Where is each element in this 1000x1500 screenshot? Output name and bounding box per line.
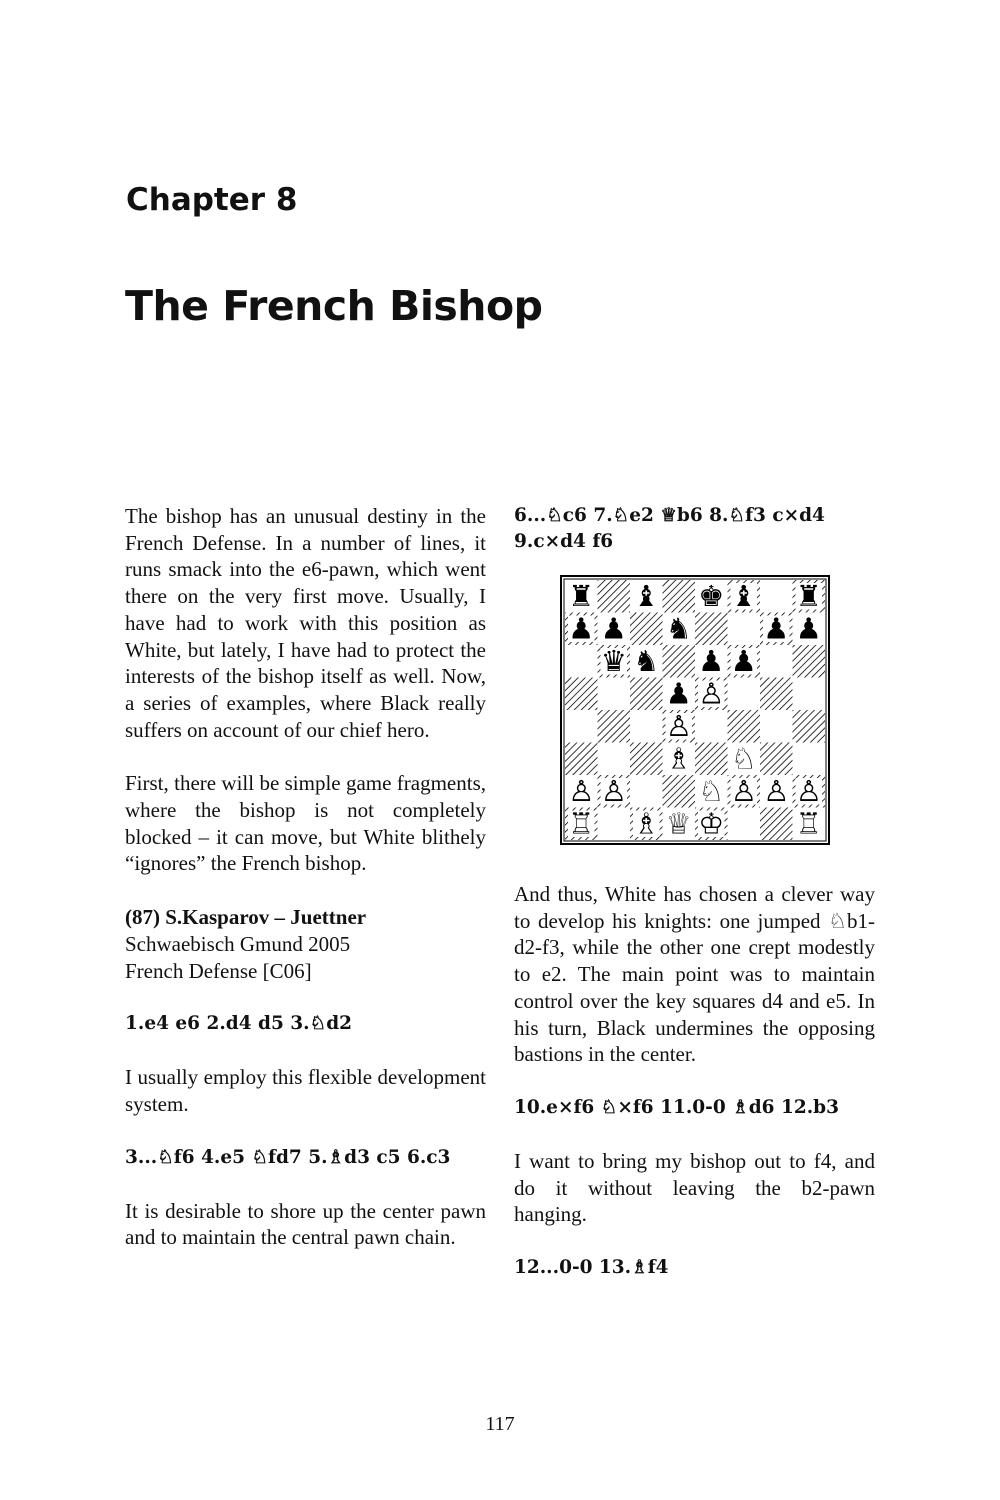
intro-paragraph-2: First, there will be simple game fragments, where the bishop is not completely blocked – it can move, but White blithely “ignores” the French bishop. [125,771,486,876]
piece-a2: ♙ [568,774,595,808]
move-sequence-3: 6...♘c6 7.♘e2 ♕b6 8.♘f3 c×d4 9.c×d4 f6 [514,505,825,552]
piece-d4: ♙ [665,709,692,743]
piece-b2: ♙ [600,774,627,808]
square-h6 [793,645,826,678]
piece-e5: ♙ [698,676,725,711]
square-f1 [728,808,761,841]
chapter-title: The French Bishop [125,282,543,330]
square-g3 [760,743,793,776]
square-g5 [760,678,793,711]
chess-diagram [560,575,830,845]
square-e4 [695,710,728,743]
square-g8 [760,580,793,613]
piece-e6: ♟ [698,644,725,678]
square-a3 [565,743,598,776]
left-column [125,503,486,1278]
chess-board [560,575,830,845]
square-g4 [760,710,793,743]
piece-f2: ♙ [730,774,757,808]
square-g1 [760,808,793,841]
piece-h2: ♙ [795,774,822,808]
move-sequence-5: 12...0-0 13.♗f4 [514,1257,669,1279]
piece-a7: ♟ [568,611,595,646]
square-c3 [630,743,663,776]
piece-f3: ♘ [730,741,757,776]
square-c7 [630,613,663,646]
square-d6 [663,645,696,678]
comment-2: It is desirable to shore up the center pawn and to maintain the central pawn chain. [125,1198,486,1250]
square-b5 [598,678,631,711]
piece-f6: ♟ [730,644,757,678]
comment-1: I usually employ this flexible development system. [125,1065,486,1116]
square-f7 [728,613,761,646]
square-g6 [760,645,793,678]
square-e7 [695,613,728,646]
square-b1 [598,808,631,841]
square-h4 [793,710,826,743]
move-sequence-1: 1.e4 e6 2.d4 d5 3.♘d2 [125,1013,352,1035]
right-column [514,503,875,1308]
square-c5 [630,678,663,711]
piece-d1: ♕ [665,806,692,841]
move-sequence-2: 3...♘f6 4.e5 ♘fd7 5.♗d3 c5 6.c3 [125,1146,451,1168]
square-f5 [728,678,761,711]
piece-h1: ♖ [795,806,822,841]
piece-g2: ♙ [763,774,790,808]
square-c2 [630,775,663,808]
piece-e8: ♚ [698,579,725,613]
game-opening: French Defense [C06] [125,958,312,983]
piece-d3: ♗ [665,741,692,776]
piece-c6: ♞ [633,644,660,678]
piece-g7: ♟ [763,611,790,646]
piece-h8: ♜ [795,579,822,613]
square-b8 [598,580,631,613]
square-h3 [793,743,826,776]
page-number: 117 [485,1413,515,1435]
game-players: (87) S.Kasparov – Juettner [125,905,367,930]
comment-4: I want to bring my bishop out to f4, and do it without leaving the b2-pawn hanging. [514,1148,875,1227]
square-a5 [565,678,598,711]
piece-a1: ♖ [568,806,595,841]
piece-f8: ♝ [730,579,757,613]
square-d2 [663,775,696,808]
piece-e2: ♘ [698,774,725,808]
square-d8 [663,580,696,613]
comment-3: And thus, White has chosen a clever way to develop his knights: one jumped ♘b1-d2-f3, while the other one crept modestly to e2. The main point was to maintain control over the key squares d4 and e5. In his turn, Black undermines the opposing bastions in the center. [514,882,875,1067]
square-f4 [728,710,761,743]
piece-h7: ♟ [795,611,822,646]
piece-d5: ♟ [665,676,692,711]
square-e3 [695,743,728,776]
square-a6 [565,645,598,678]
chapter-label: Chapter 8 [126,182,298,218]
piece-b7: ♟ [600,611,627,646]
square-b3 [598,743,631,776]
piece-e1: ♔ [698,806,725,841]
square-a4 [565,710,598,743]
piece-b6: ♛ [600,644,627,678]
intro-paragraph-1: The bishop has an unusual destiny in the French Defense. In a number of lines, it runs smack into the e6-pawn, which went there on the very first move. Usually, I have had to work with this position as White, but lately, I have had to protect the interests of the bishop itself as well. Now, a series of examples, where Black really suffers on account of our chief hero. [125,504,486,742]
piece-d7: ♞ [665,611,692,646]
piece-c8: ♝ [633,579,660,613]
square-h5 [793,678,826,711]
game-event: Schwaebisch Gmund 2005 [125,931,351,956]
square-b4 [598,710,631,743]
square-c4 [630,710,663,743]
piece-a8: ♜ [568,579,595,613]
game-header [125,904,486,984]
move-sequence-4: 10.e×f6 ♘×f6 11.0-0 ♗d6 12.b3 [514,1096,839,1118]
piece-c1: ♗ [633,806,660,841]
